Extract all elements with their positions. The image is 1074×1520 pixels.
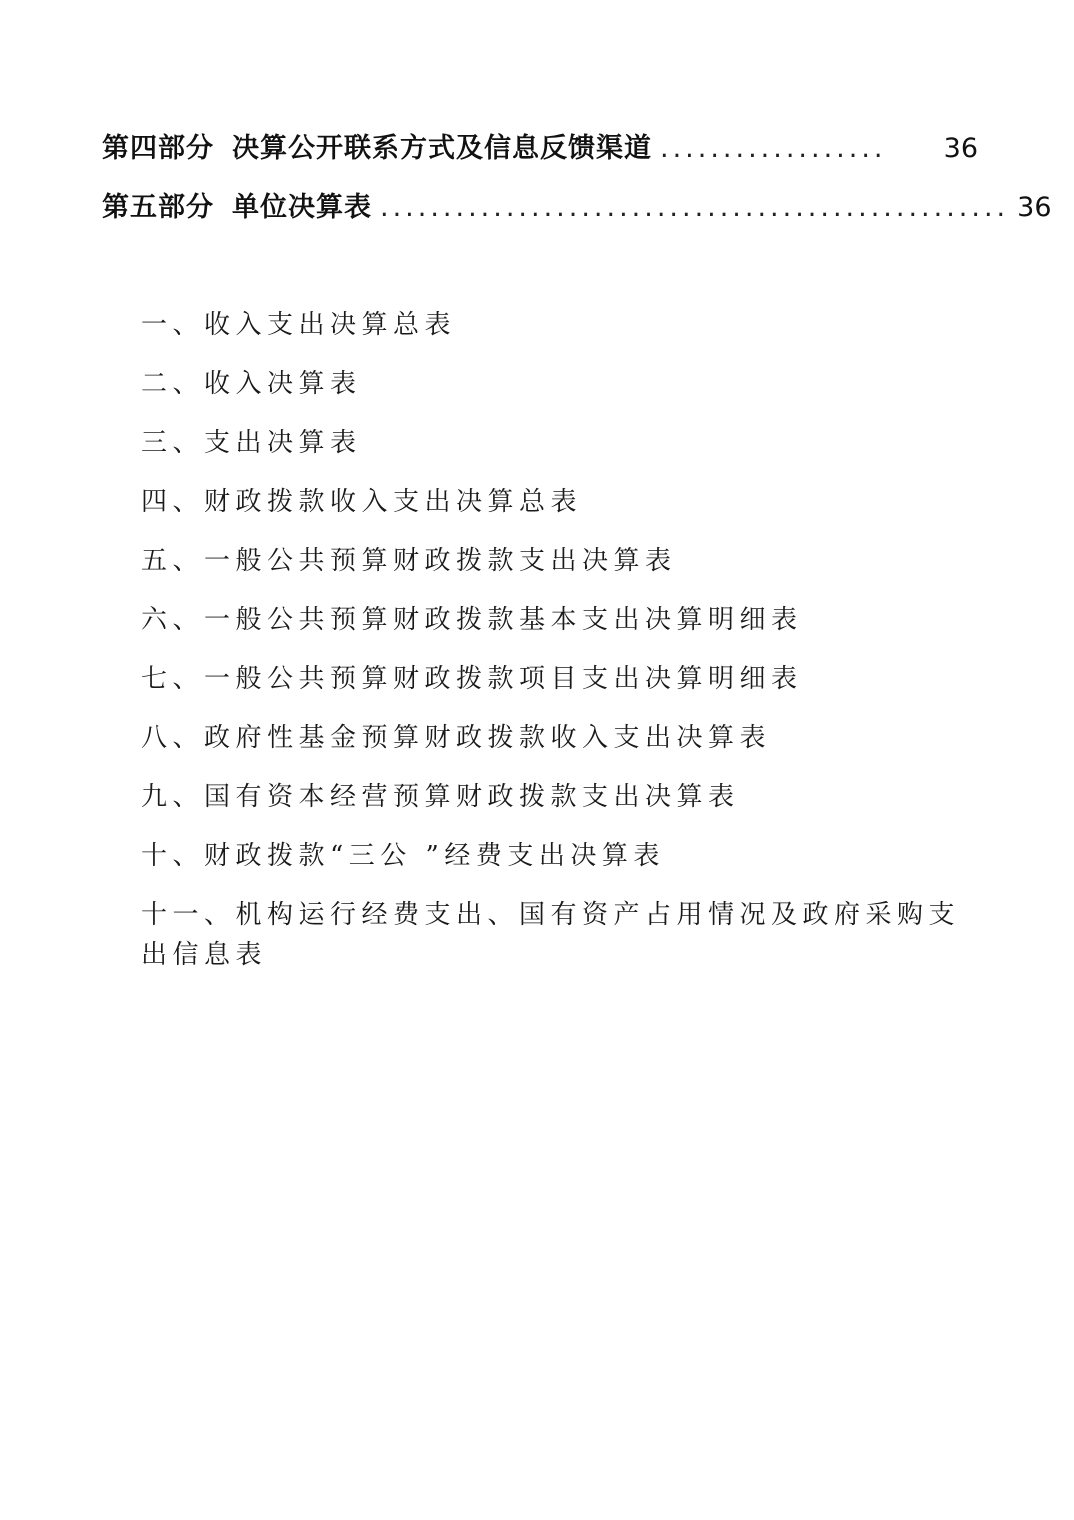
table-list-item: 五、一般公共预算财政拨款支出决算表	[141, 546, 677, 576]
toc-leader-dots: ..................	[660, 133, 887, 164]
toc-page-number: 36	[943, 133, 978, 164]
table-list-item: 十一、机构运行经费支出、国有资产占用情况及政府采购支出信息表	[141, 900, 961, 970]
toc-entry-part-5[interactable]	[102, 185, 1052, 244]
toc-entry-part-4[interactable]	[102, 126, 978, 185]
table-list-item: 七、一般公共预算财政拨款项目支出决算明细表	[141, 664, 803, 694]
table-list-item: 九、国有资本经营预算财政拨款支出决算表	[141, 782, 740, 812]
unit-final-account-table-list	[141, 305, 981, 975]
toc-leader-dots: ..................................................	[380, 192, 1010, 223]
toc-part-label: 第四部分	[102, 133, 214, 164]
toc-page-number: 36	[1017, 192, 1052, 223]
table-list-item: 十、财政拨款“三公 ”经费支出决算表	[141, 841, 665, 871]
table-of-contents	[102, 126, 1052, 244]
toc-title: 单位决算表	[232, 192, 372, 223]
table-list-item: 六、一般公共预算财政拨款基本支出决算明细表	[141, 605, 803, 635]
table-list-item: 八、政府性基金预算财政拨款收入支出决算表	[141, 723, 772, 753]
table-list-item: 三、支出决算表	[141, 428, 362, 458]
table-list-item: 一、收入支出决算总表	[141, 310, 457, 340]
toc-part-label: 第五部分	[102, 192, 214, 223]
toc-title: 决算公开联系方式及信息反馈渠道	[232, 133, 652, 164]
table-list-item: 二、收入决算表	[141, 369, 362, 399]
table-list-item: 四、财政拨款收入支出决算总表	[141, 487, 583, 517]
